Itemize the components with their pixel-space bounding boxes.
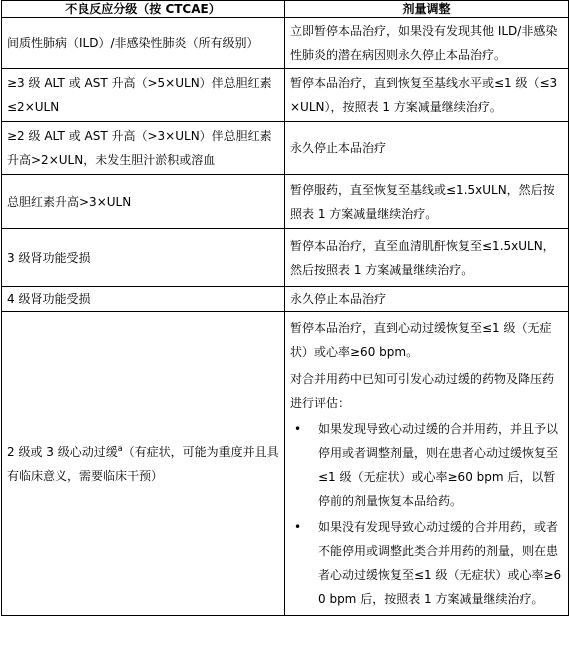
table-row [2, 175, 569, 229]
action-cell: 永久停止本品治疗 [285, 287, 569, 312]
grade-cell: 间质性肺病（ILD）/非感染性肺炎（所有级别） [2, 18, 285, 69]
header-grade: 不良反应分级（按 CTCAE） [2, 1, 285, 18]
table-row [2, 18, 569, 69]
bullet-icon: • [294, 422, 302, 436]
grade-cell: 3 级肾功能受损 [2, 229, 285, 287]
action-cell: 立即暂停本品治疗，如果没有发现其他 ILD/非感染性肺炎的潜在病因则永久停止本品治疗。 [285, 18, 569, 69]
table-header-row [2, 1, 569, 18]
table-row [2, 122, 569, 175]
action-bullet-list [290, 417, 563, 611]
grade-text-rest: （有症状，可能为重度并且具有临床意义，需要临床干预） [7, 444, 279, 483]
grade-cell: ≥2 级 ALT 或 AST 升高（>3×ULN）伴总胆红素升高>2×ULN，未发生胆汁淤积或溶血 [2, 122, 285, 175]
action-paragraph: 对合并用药中已知可引发心动过缓的药物及降压药进行评估： [290, 372, 555, 410]
header-dose-adjustment: 剂量调整 [285, 1, 569, 18]
action-paragraph: 暂停本品治疗，直到心动过缓恢复至≤1 级（无症状）或心率≥60 bpm。 [290, 321, 552, 359]
table-row [2, 229, 569, 287]
action-cell: 暂停服药，直至恢复至基线或≤1.5xULN，然后按照表 1 方案减量继续治疗。 [285, 175, 569, 229]
list-item [290, 515, 563, 611]
table-row [2, 312, 569, 616]
footnote-marker: a [117, 443, 123, 453]
dose-adjustment-table [1, 0, 569, 616]
action-cell: 暂停本品治疗，直到恢复至基线水平或≤1 级（≤3×ULN），按照表 1 方案减量继续治疗。 [285, 69, 569, 122]
action-cell: 永久停止本品治疗 [285, 122, 569, 175]
grade-cell: 总胆红素升高>3×ULN [2, 175, 285, 229]
grade-text: 2 级或 3 级心动过缓 [7, 444, 118, 459]
bullet-text: 如果没有发现导致心动过缓的合并用药，或者不能停用或调整此类合并用药的剂量，则在患者心动过缓恢复至≤1 级（无症状）或心率≥60 bpm 后，按照表 1 方案减量继续治疗。 [318, 520, 562, 606]
bullet-icon: • [294, 520, 302, 534]
list-item [290, 417, 563, 513]
bullet-text: 如果发现导致心动过缓的合并用药，并且予以停用或者调整剂量，则在患者心动过缓恢复至≤1 级（无症状）或心率≥60 bpm 后，以暂停前的剂量恢复本品给药。 [318, 422, 559, 508]
grade-cell: 4 级肾功能受损 [2, 287, 285, 312]
table-row [2, 69, 569, 122]
action-cell [285, 312, 569, 616]
table-row [2, 287, 569, 312]
grade-cell: ≥3 级 ALT 或 AST 升高（>5×ULN）伴总胆红素≤2×ULN [2, 69, 285, 122]
action-cell: 暂停本品治疗，直至血清肌酐恢复至≤1.5xULN，然后按照表 1 方案减量继续治疗。 [285, 229, 569, 287]
grade-cell [2, 312, 285, 616]
